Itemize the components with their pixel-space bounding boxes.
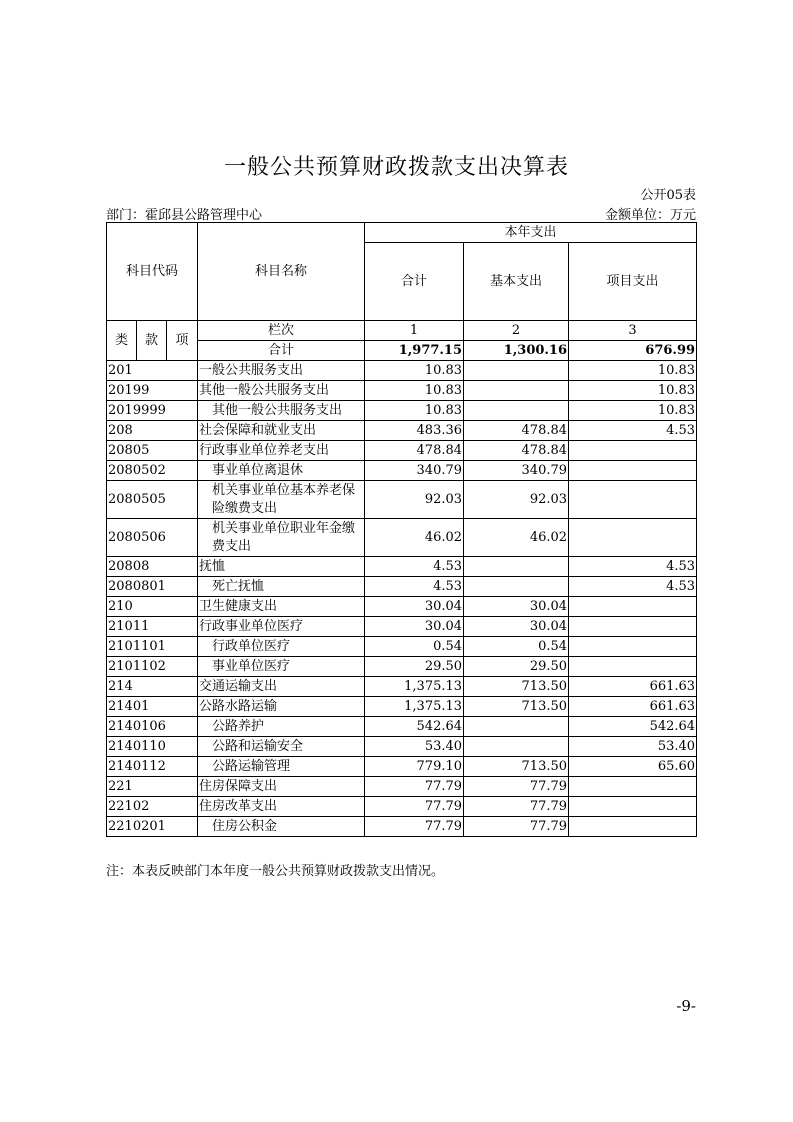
row-project: [569, 597, 697, 617]
row-total: 4.53: [365, 577, 464, 597]
row-code: 2210201: [107, 817, 198, 837]
row-basic: [464, 381, 569, 401]
page-number: -9-: [676, 997, 696, 1015]
row-code: 21401: [107, 697, 198, 717]
table-row: [107, 361, 697, 381]
row-code: 20805: [107, 441, 198, 461]
row-code: 2101101: [107, 637, 198, 657]
row-total: 542.64: [365, 717, 464, 737]
row-basic: 478.84: [464, 421, 569, 441]
row-project: 10.83: [569, 361, 697, 381]
row-project: [569, 817, 697, 837]
row-basic: [464, 401, 569, 421]
row-total: 0.54: [365, 637, 464, 657]
row-total: 1,375.13: [365, 677, 464, 697]
row-total: 1,375.13: [365, 697, 464, 717]
row-basic: 713.50: [464, 757, 569, 777]
row-name: 行政单位医疗: [198, 637, 365, 657]
header-xiang: 项: [167, 321, 198, 361]
table-row: [107, 717, 697, 737]
row-code: 2019999: [107, 401, 198, 421]
row-project: 10.83: [569, 401, 697, 421]
footnote: 注：本表反映部门本年度一般公共预算财政拨款支出情况。: [106, 864, 445, 879]
expenditure-table: [106, 222, 697, 837]
row-basic: 713.50: [464, 697, 569, 717]
header-lanci: 栏次: [198, 321, 365, 341]
table-row: [107, 519, 697, 557]
header-code: 科目代码: [107, 223, 198, 321]
row-code: 2101102: [107, 657, 198, 677]
row-name: 行政事业单位医疗: [198, 617, 365, 637]
row-basic: [464, 557, 569, 577]
table-row: [107, 817, 697, 837]
total-label: 合计: [198, 341, 365, 361]
table-row: [107, 381, 697, 401]
row-basic: 77.79: [464, 817, 569, 837]
row-project: [569, 797, 697, 817]
row-name: 住房保障支出: [198, 777, 365, 797]
form-number: 公开05表: [640, 188, 696, 203]
row-basic: 478.84: [464, 441, 569, 461]
row-project: [569, 461, 697, 481]
row-basic: 77.79: [464, 797, 569, 817]
header-lei: 类: [107, 321, 137, 361]
page-title: 一般公共预算财政拨款支出决算表: [223, 155, 569, 180]
row-total: 30.04: [365, 597, 464, 617]
row-code: 2080502: [107, 461, 198, 481]
row-basic: [464, 361, 569, 381]
row-name: 交通运输支出: [198, 677, 365, 697]
row-name: 住房改革支出: [198, 797, 365, 817]
row-total: 77.79: [365, 817, 464, 837]
row-code: 2140106: [107, 717, 198, 737]
row-code: 2140110: [107, 737, 198, 757]
row-project: [569, 777, 697, 797]
row-total: 53.40: [365, 737, 464, 757]
row-total: 10.83: [365, 381, 464, 401]
row-name: 事业单位离退休: [198, 461, 365, 481]
row-project: 4.53: [569, 577, 697, 597]
row-code: 208: [107, 421, 198, 441]
row-total: 10.83: [365, 401, 464, 421]
table-row: [107, 697, 697, 717]
row-code: 210: [107, 597, 198, 617]
header-name: 科目名称: [198, 223, 365, 321]
row-total: 92.03: [365, 481, 464, 519]
row-name: 公路运输管理: [198, 757, 365, 777]
row-name: 其他一般公共服务支出: [198, 381, 365, 401]
table-row: [107, 657, 697, 677]
row-code: 221: [107, 777, 198, 797]
row-total: 30.04: [365, 617, 464, 637]
row-basic: 340.79: [464, 461, 569, 481]
row-basic: 30.04: [464, 597, 569, 617]
header-kuan: 款: [137, 321, 167, 361]
row-name: 公路和运输安全: [198, 737, 365, 757]
row-total: 46.02: [365, 519, 464, 557]
row-name: 机关事业单位基本养老保险缴费支出: [198, 481, 365, 519]
table-row: [107, 637, 697, 657]
department-label: 部门：霍邱县公路管理中心: [106, 208, 263, 223]
row-basic: [464, 737, 569, 757]
row-basic: 46.02: [464, 519, 569, 557]
row-code: 20808: [107, 557, 198, 577]
table-row: [107, 737, 697, 757]
row-name: 事业单位医疗: [198, 657, 365, 677]
row-basic: 713.50: [464, 677, 569, 697]
row-project: [569, 481, 697, 519]
row-project: 661.63: [569, 697, 697, 717]
row-basic: [464, 577, 569, 597]
row-total: 483.36: [365, 421, 464, 441]
table-row: [107, 797, 697, 817]
table-row: [107, 441, 697, 461]
header-total: 合计: [365, 243, 464, 321]
table-row: [107, 757, 697, 777]
row-name: 其他一般公共服务支出: [198, 401, 365, 421]
table-row: [107, 401, 697, 421]
row-name: 公路水路运输: [198, 697, 365, 717]
row-project: 53.40: [569, 737, 697, 757]
row-code: 201: [107, 361, 198, 381]
table-row: [107, 677, 697, 697]
row-project: [569, 441, 697, 461]
row-code: 2080801: [107, 577, 198, 597]
row-total: 77.79: [365, 777, 464, 797]
row-name: 一般公共服务支出: [198, 361, 365, 381]
row-total: 340.79: [365, 461, 464, 481]
row-project: 4.53: [569, 421, 697, 441]
table-row: [107, 481, 697, 519]
row-project: 65.60: [569, 757, 697, 777]
header-basic: 基本支出: [464, 243, 569, 321]
row-basic: 92.03: [464, 481, 569, 519]
row-name: 社会保障和就业支出: [198, 421, 365, 441]
row-code: 214: [107, 677, 198, 697]
table-row: [107, 617, 697, 637]
table-row: [107, 461, 697, 481]
row-project: [569, 657, 697, 677]
col-number-2: 2: [464, 321, 569, 341]
row-total: 779.10: [365, 757, 464, 777]
row-name: 抚恤: [198, 557, 365, 577]
row-name: 行政事业单位养老支出: [198, 441, 365, 461]
row-name: 卫生健康支出: [198, 597, 365, 617]
total-project: 676.99: [569, 341, 697, 361]
row-basic: [464, 717, 569, 737]
row-total: 10.83: [365, 361, 464, 381]
table-row: [107, 577, 697, 597]
row-name: 死亡抚恤: [198, 577, 365, 597]
row-code: 2140112: [107, 757, 198, 777]
row-code: 2080505: [107, 481, 198, 519]
row-project: [569, 637, 697, 657]
row-total: 4.53: [365, 557, 464, 577]
row-code: 22102: [107, 797, 198, 817]
row-name: 住房公积金: [198, 817, 365, 837]
total-basic: 1,300.16: [464, 341, 569, 361]
row-code: 21011: [107, 617, 198, 637]
table-row: [107, 421, 697, 441]
unit-label: 金额单位：万元: [604, 208, 696, 223]
header-this-year: 本年支出: [365, 223, 697, 243]
row-project: [569, 617, 697, 637]
row-name: 公路养护: [198, 717, 365, 737]
row-basic: 0.54: [464, 637, 569, 657]
row-project: 542.64: [569, 717, 697, 737]
table-row: [107, 597, 697, 617]
row-code: 20199: [107, 381, 198, 401]
table-row: [107, 557, 697, 577]
row-name: 机关事业单位职业年金缴费支出: [198, 519, 365, 557]
row-project: 661.63: [569, 677, 697, 697]
col-number-1: 1: [365, 321, 464, 341]
table-row: [107, 777, 697, 797]
total-value: 1,977.15: [365, 341, 464, 361]
row-project: [569, 519, 697, 557]
row-project: 10.83: [569, 381, 697, 401]
row-basic: 29.50: [464, 657, 569, 677]
row-total: 77.79: [365, 797, 464, 817]
row-code: 2080506: [107, 519, 198, 557]
row-project: 4.53: [569, 557, 697, 577]
row-basic: 77.79: [464, 777, 569, 797]
row-total: 29.50: [365, 657, 464, 677]
header-project: 项目支出: [569, 243, 697, 321]
col-number-3: 3: [569, 321, 697, 341]
row-basic: 30.04: [464, 617, 569, 637]
row-total: 478.84: [365, 441, 464, 461]
